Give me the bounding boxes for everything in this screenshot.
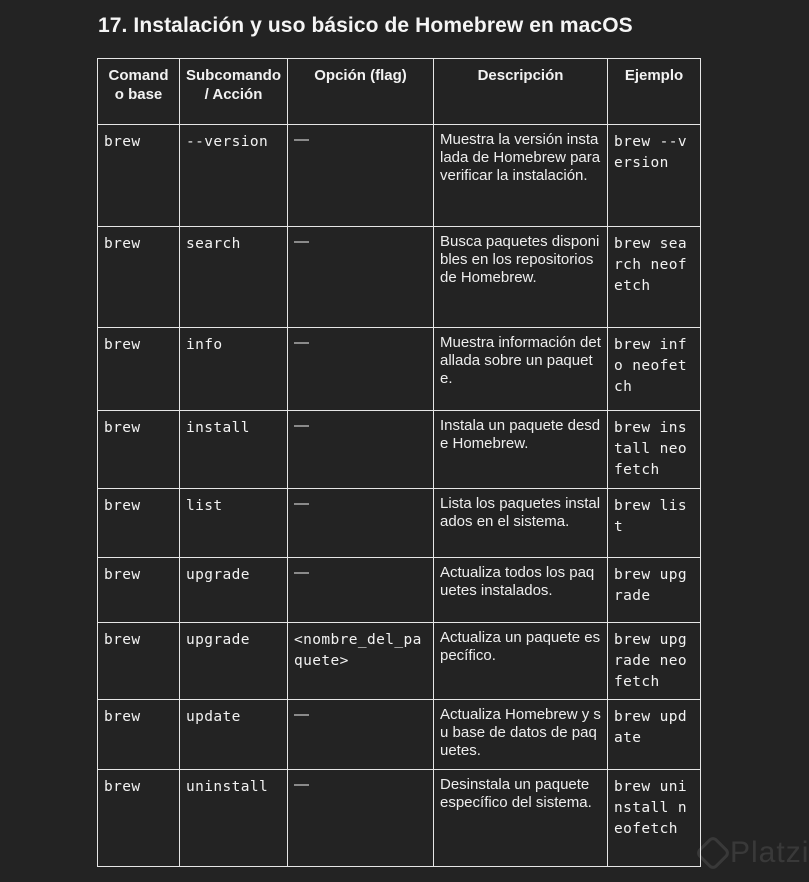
cell-description: Desinstala un paquete específico del sistema. [434, 770, 608, 867]
cell-description: Instala un paquete desde Homebrew. [434, 411, 608, 489]
cell-description: Busca paquetes disponibles en los repositorios de Homebrew. [434, 227, 608, 328]
cell-subcommand: upgrade [180, 558, 288, 623]
table-row [98, 558, 701, 623]
cell-description: Actualiza Homebrew y su base de datos de paquetes. [434, 700, 608, 770]
cell-base: brew [98, 770, 180, 867]
platzi-watermark [700, 836, 809, 870]
cell-description: Lista los paquetes instalados en el sistema. [434, 489, 608, 558]
cell-example: brew update [608, 700, 701, 770]
header-ejemplo: Ejemplo [608, 59, 701, 125]
cell-example: brew --version [608, 125, 701, 227]
cell-flag: — [288, 770, 434, 867]
cell-subcommand: --version [180, 125, 288, 227]
header-subcomando: Subcomando / Acción [180, 59, 288, 125]
cell-flag: — [288, 700, 434, 770]
cell-example: brew info neofetch [608, 328, 701, 411]
cell-flag: — [288, 558, 434, 623]
cell-subcommand: info [180, 328, 288, 411]
header-opcion: Opción (flag) [288, 59, 434, 125]
cell-flag: — [288, 227, 434, 328]
cell-subcommand: search [180, 227, 288, 328]
table-row [98, 227, 701, 328]
cell-base: brew [98, 125, 180, 227]
cell-example: brew upgrade [608, 558, 701, 623]
cell-description: Actualiza todos los paquetes instalados. [434, 558, 608, 623]
table-header-row [98, 59, 701, 125]
cell-flag: — [288, 489, 434, 558]
cell-example: brew upgrade neofetch [608, 623, 701, 700]
cell-subcommand: upgrade [180, 623, 288, 700]
cell-subcommand: uninstall [180, 770, 288, 867]
cell-subcommand: list [180, 489, 288, 558]
table-row [98, 770, 701, 867]
header-descripcion: Descripción [434, 59, 608, 125]
cell-flag: — [288, 125, 434, 227]
watermark-text: Platzi [730, 836, 809, 869]
page-title: 17. Instalación y uso básico de Homebrew en macOS [98, 14, 633, 37]
table-row [98, 700, 701, 770]
cell-example: brew search neofetch [608, 227, 701, 328]
commands-table [97, 58, 701, 867]
table-row [98, 411, 701, 489]
table-row [98, 489, 701, 558]
header-comando-base: Comando base [98, 59, 180, 125]
cell-description: Muestra información detallada sobre un paquete. [434, 328, 608, 411]
cell-base: brew [98, 558, 180, 623]
table-row [98, 125, 701, 227]
cell-example: brew list [608, 489, 701, 558]
cell-base: brew [98, 700, 180, 770]
table-row [98, 328, 701, 411]
table-row [98, 623, 701, 700]
cell-subcommand: update [180, 700, 288, 770]
cell-example: brew uninstall neofetch [608, 770, 701, 867]
cell-base: brew [98, 227, 180, 328]
cell-flag: — [288, 411, 434, 489]
cell-base: brew [98, 328, 180, 411]
cell-base: brew [98, 411, 180, 489]
cell-description: Muestra la versión instalada de Homebrew para verificar la instalación. [434, 125, 608, 227]
cell-description: Actualiza un paquete específico. [434, 623, 608, 700]
cell-flag: <nombre_del_paquete> [288, 623, 434, 700]
cell-base: brew [98, 489, 180, 558]
cell-base: brew [98, 623, 180, 700]
cell-subcommand: install [180, 411, 288, 489]
cell-flag: — [288, 328, 434, 411]
cell-example: brew install neofetch [608, 411, 701, 489]
